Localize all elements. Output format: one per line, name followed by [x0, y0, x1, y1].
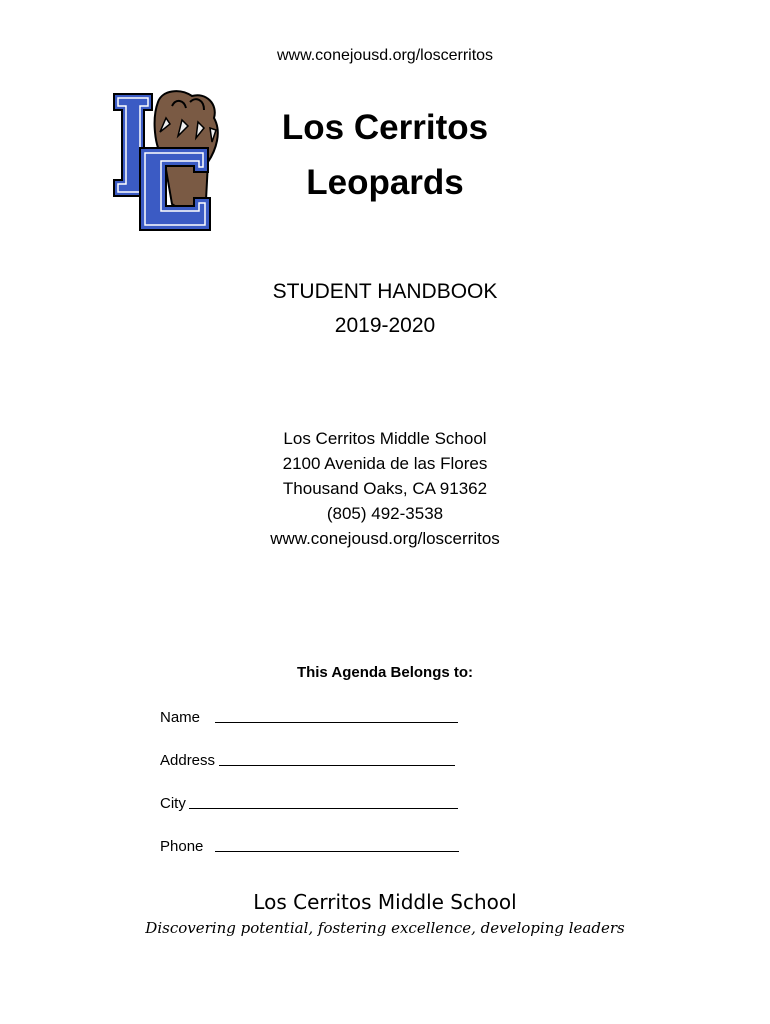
phone-label: Phone: [160, 838, 204, 855]
name-label: Name: [160, 709, 201, 726]
city-blank-line[interactable]: [189, 808, 458, 809]
header-url: www.conejousd.org/loscerritos: [276, 47, 494, 64]
footer-motto: Discovering potential, fostering excellence, developing leaders: [145, 919, 625, 937]
address-city: Thousand Oaks, CA 91362: [282, 479, 488, 498]
title-line-2: Leopards: [306, 163, 464, 202]
phone-blank-line[interactable]: [215, 851, 459, 852]
name-blank-line[interactable]: [215, 722, 458, 723]
address-school: Los Cerritos Middle School: [283, 429, 487, 448]
handbook-label: STUDENT HANDBOOK: [272, 280, 498, 303]
address-street: 2100 Avenida de las Flores: [282, 454, 488, 473]
address-phone: (805) 492-3538: [326, 504, 444, 523]
title-line-1: Los Cerritos: [281, 108, 489, 147]
city-label: City: [160, 795, 186, 812]
city-field[interactable]: [160, 792, 458, 812]
footer-school-name: Los Cerritos Middle School: [253, 890, 517, 914]
handbook-year: 2019-2020: [334, 314, 436, 337]
address-field[interactable]: [160, 749, 455, 769]
address-blank-line[interactable]: [219, 765, 455, 766]
phone-field[interactable]: [160, 835, 459, 855]
name-field[interactable]: [160, 706, 458, 726]
agenda-belongs-heading: This Agenda Belongs to:: [296, 664, 474, 681]
address-url: www.conejousd.org/loscerritos: [270, 529, 500, 548]
address-label: Address: [160, 752, 216, 769]
